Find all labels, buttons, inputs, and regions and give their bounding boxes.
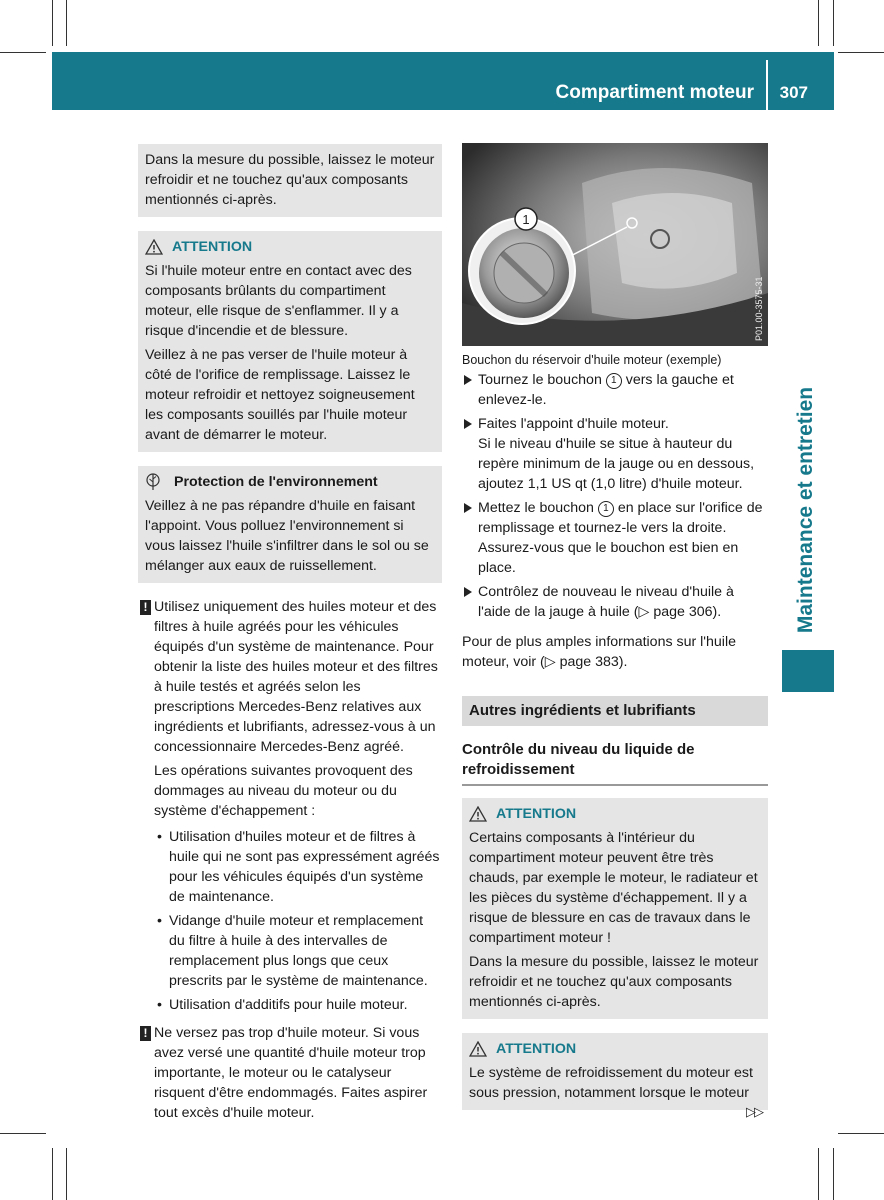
note-text: Ne versez pas trop d'huile moteur. Si vous avez versé une quantité d'huile moteur trop importante, le moteur ou le catalyseur risquent d'être endommagés. Faites aspirer tout excès d'huile moteur. [154,1025,428,1121]
crop-mark [833,1148,834,1200]
warning-heading [145,237,435,257]
environment-text: Veillez à ne pas répandre d'huile en faisant l'appoint. Vous polluez l'environnement si vous laissez l'huile s'infiltrer dans le sol ou se mélanger aux eaux de ruissellement. [145,498,429,574]
left-column [138,144,442,1127]
list-item: • Utilisation d'huiles moteur et de filtres à huile qui ne sont pas expressément agréés pour les véhicules équipés d'un système de maintenance. [154,827,442,907]
warning-heading [469,804,761,824]
step-text: Faites l'appoint d'huile moteur. [478,416,669,432]
callout-number: 1 [598,501,614,517]
crop-mark [818,1148,819,1200]
step-arrow-icon [464,375,472,385]
crop-mark [66,0,67,46]
more-info-text: Pour de plus amples informations sur l'huile moteur, voir (▷ page 383). [462,634,736,670]
sub-heading: Contrôle du niveau du liquide de refroidissement [462,740,768,786]
damage-note [138,597,442,1015]
chapter-side-tab [778,380,834,640]
continued-mark: ▷▷ [746,1104,762,1119]
warning-box [462,798,768,1019]
step-text: Contrôlez de nouveau le niveau d'huile à l'aide de la jauge à huile (▷ page 306). [478,584,734,620]
note-text: Les opérations suivantes provoquent des dommages au niveau du moteur ou du système d'échappement : [154,763,413,819]
warning-triangle-icon [469,806,487,822]
photo-caption: Bouchon du réservoir d'huile moteur (exemple) [462,353,722,367]
step-item [462,498,768,578]
warning-triangle-icon [469,1041,487,1057]
crop-mark [66,1148,67,1200]
step-item [462,370,768,410]
warning-heading [469,1039,761,1059]
callout-number: 1 [606,373,622,389]
page-title: Compartiment moteur [555,82,754,103]
intro-text: Dans la mesure du possible, laissez le moteur refroidir et ne touchez qu'aux composants mentionnés ci-après. [145,152,435,208]
environment-box [138,466,442,583]
crop-mark [0,52,46,53]
right-column [462,143,768,1120]
engine-oil-cap-photo [462,143,768,346]
warning-text: Certains composants à l'intérieur du compartiment moteur peuvent être très chauds, par exemple le moteur, le radiateur et les pièces du système d'échappement. Il y a risque de blessure en cas de travaux dans le compartiment moteur ! [469,830,758,946]
warning-title: ATTENTION [496,1041,577,1057]
intro-box [138,144,442,217]
exclamation-icon: ! [140,600,151,615]
step-arrow-icon [464,587,472,597]
warning-text: Veillez à ne pas verser de l'huile moteur à côté de l'orifice de remplissage. Laissez le moteur refroidir et nettoyez soigneusement les composants souillés par l'huile moteur avant de démarrer le moteur. [145,347,415,443]
crop-mark [52,1148,53,1200]
crop-mark [0,1133,46,1134]
crop-mark [838,52,884,53]
page-header [52,52,834,110]
step-text: vers la gauche et enlevez-le. [478,372,734,408]
header-divider [766,60,768,110]
step-arrow-icon [464,503,472,513]
step-item [462,414,768,494]
warning-title: ATTENTION [172,239,253,255]
crop-mark [818,0,819,46]
crop-mark [833,0,834,46]
warning-title: ATTENTION [496,806,577,822]
leaf-icon [145,473,161,491]
step-text: Mettez le bouchon [478,500,598,516]
warning-triangle-icon [145,239,163,255]
overfill-note [138,1023,442,1123]
photo-callout-number: 1 [522,212,530,227]
page-number: 307 [779,83,808,102]
warning-box [462,1033,768,1110]
step-item [462,582,768,622]
list-item: • Vidange d'huile moteur et remplacement du filtre à huile à des intervalles de remplacement plus longs que ceux prescrits par le système de maintenance. [154,911,442,991]
environment-title: Protection de l'environnement [174,474,378,490]
environment-heading [145,472,435,492]
step-text: en place sur l'orifice de remplissage et tournez-le vers la droite. Assurez-vous que le bouchon est bien en place. [478,500,763,576]
step-text: Tournez le bouchon [478,372,606,388]
instruction-steps [462,370,768,622]
crop-mark [52,0,53,46]
photo-code: P01.00-3575-31 [754,276,764,341]
warning-box [138,231,442,452]
exclamation-icon: ! [140,1026,151,1041]
warning-text: Si l'huile moteur entre en contact avec des composants brûlants du compartiment moteur, elle risque de s'enflammer. Il y a risque d'incendie et de blessure. [145,263,412,339]
list-item: • Utilisation d'additifs pour huile moteur. [154,995,442,1015]
section-heading: Autres ingrédients et lubrifiants [462,696,768,726]
damage-list [154,827,442,1015]
step-arrow-icon [464,419,472,429]
chapter-marker [782,650,834,692]
warning-text: Dans la mesure du possible, laissez le moteur refroidir et ne touchez qu'aux composants mentionnés ci-après. [469,954,759,1010]
chapter-title: Maintenance et entretien [794,386,817,634]
warning-text: Le système de refroidissement du moteur est sous pression, notamment lorsque le moteur [469,1065,753,1101]
step-result: Si le niveau d'huile se situe à hauteur du repère minimum de la jauge ou en dessous, ajoutez 1,1 US qt (1,0 litre) d'huile moteur. [478,436,755,492]
crop-mark [838,1133,884,1134]
note-text: Utilisez uniquement des huiles moteur et des filtres à huile agréés pour les véhicules équipés d'un système de maintenance. Pour obtenir la liste des huiles moteur et des filtres à huile testés et agréés selon les prescriptions Mercedes-Benz relatives aux ingrédients et lubrifiants, adressez-vous à un concessionnaire Mercedes-Benz agréé. [154,599,438,755]
